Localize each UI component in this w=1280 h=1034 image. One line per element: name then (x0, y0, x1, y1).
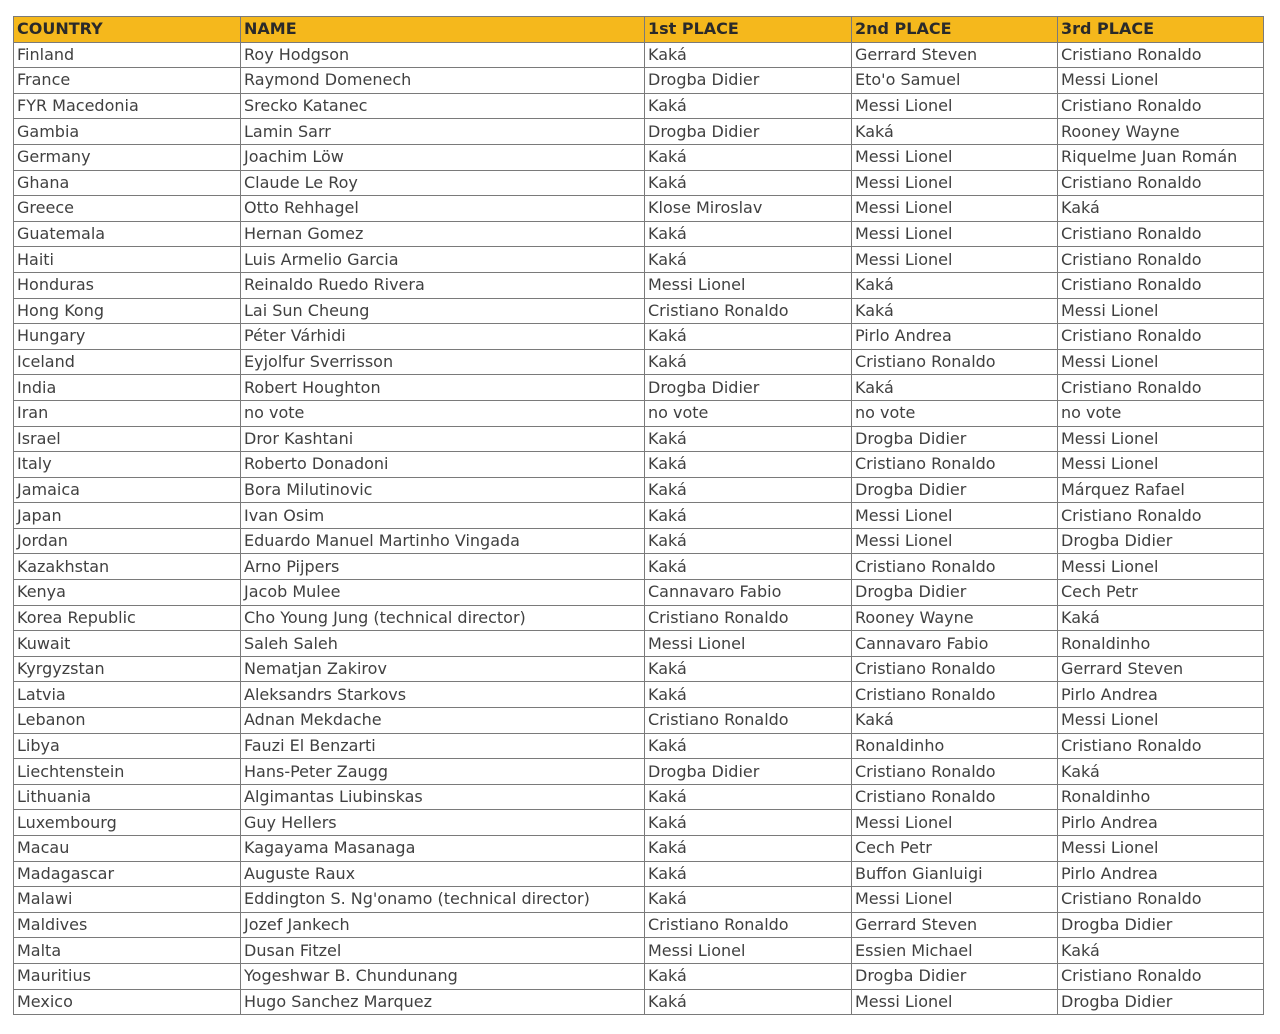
table-row (14, 528, 1264, 554)
cell-1st-place: Kaká (645, 221, 852, 247)
cell-1st-place: Kaká (645, 963, 852, 989)
cell-1st-place: Kaká (645, 887, 852, 913)
cell-1st-place: Kaká (645, 528, 852, 554)
cell-1st-place: Cristiano Ronaldo (645, 298, 852, 324)
cell-country: FYR Macedonia (14, 93, 241, 119)
cell-country: Malta (14, 938, 241, 964)
table-row (14, 426, 1264, 452)
cell-3rd-place: Messi Lionel (1058, 452, 1264, 478)
cell-3rd-place: Rooney Wayne (1058, 119, 1264, 145)
cell-name: Raymond Domenech (241, 68, 645, 94)
cell-3rd-place: Gerrard Steven (1058, 656, 1264, 682)
cell-2nd-place: Eto'o Samuel (852, 68, 1058, 94)
header-1st-place: 1st PLACE (645, 17, 852, 43)
cell-country: Liechtenstein (14, 759, 241, 785)
cell-3rd-place: Kaká (1058, 759, 1264, 785)
cell-country: Lithuania (14, 784, 241, 810)
cell-name: Dror Kashtani (241, 426, 645, 452)
cell-1st-place: Kaká (645, 324, 852, 350)
cell-1st-place: Kaká (645, 733, 852, 759)
cell-3rd-place: Riquelme Juan Román (1058, 144, 1264, 170)
cell-name: Bora Milutinovic (241, 477, 645, 503)
table-row (14, 375, 1264, 401)
table-row (14, 938, 1264, 964)
cell-2nd-place: Rooney Wayne (852, 605, 1058, 631)
header-name: NAME (241, 17, 645, 43)
cell-2nd-place: Drogba Didier (852, 426, 1058, 452)
cell-3rd-place: Cristiano Ronaldo (1058, 42, 1264, 68)
cell-2nd-place: Cristiano Ronaldo (852, 554, 1058, 580)
cell-name: Arno Pijpers (241, 554, 645, 580)
cell-3rd-place: Cristiano Ronaldo (1058, 324, 1264, 350)
table-row (14, 68, 1264, 94)
table-row (14, 708, 1264, 734)
table-row (14, 656, 1264, 682)
cell-3rd-place: Messi Lionel (1058, 349, 1264, 375)
cell-country: Gambia (14, 119, 241, 145)
header-3rd-place: 3rd PLACE (1058, 17, 1264, 43)
cell-country: Iceland (14, 349, 241, 375)
cell-name: Otto Rehhagel (241, 196, 645, 222)
table-row (14, 503, 1264, 529)
cell-2nd-place: Messi Lionel (852, 887, 1058, 913)
cell-1st-place: Cannavaro Fabio (645, 580, 852, 606)
table-row (14, 810, 1264, 836)
table-row (14, 784, 1264, 810)
cell-2nd-place: Messi Lionel (852, 247, 1058, 273)
cell-2nd-place: Messi Lionel (852, 196, 1058, 222)
cell-country: France (14, 68, 241, 94)
cell-country: Ghana (14, 170, 241, 196)
cell-country: Kyrgyzstan (14, 656, 241, 682)
cell-name: Reinaldo Ruedo Rivera (241, 272, 645, 298)
cell-1st-place: Kaká (645, 247, 852, 273)
table-row (14, 93, 1264, 119)
table-row (14, 400, 1264, 426)
cell-1st-place: Kaká (645, 836, 852, 862)
table-row (14, 349, 1264, 375)
cell-2nd-place: Cristiano Ronaldo (852, 656, 1058, 682)
cell-2nd-place: Messi Lionel (852, 93, 1058, 119)
cell-2nd-place: Cristiano Ronaldo (852, 452, 1058, 478)
header-2nd-place: 2nd PLACE (852, 17, 1058, 43)
cell-3rd-place: Ronaldinho (1058, 631, 1264, 657)
table-row (14, 298, 1264, 324)
cell-2nd-place: Messi Lionel (852, 170, 1058, 196)
cell-1st-place: Drogba Didier (645, 68, 852, 94)
cell-2nd-place: Drogba Didier (852, 580, 1058, 606)
cell-3rd-place: Drogba Didier (1058, 528, 1264, 554)
cell-2nd-place: Messi Lionel (852, 503, 1058, 529)
table-row (14, 170, 1264, 196)
cell-country: Malawi (14, 887, 241, 913)
cell-country: Latvia (14, 682, 241, 708)
table-row (14, 989, 1264, 1015)
cell-2nd-place: Essien Michael (852, 938, 1058, 964)
cell-1st-place: Cristiano Ronaldo (645, 912, 852, 938)
cell-1st-place: Kaká (645, 452, 852, 478)
cell-1st-place: Klose Miroslav (645, 196, 852, 222)
cell-name: Adnan Mekdache (241, 708, 645, 734)
cell-name: Eyjolfur Sverrisson (241, 349, 645, 375)
cell-3rd-place: Cristiano Ronaldo (1058, 247, 1264, 273)
cell-2nd-place: Gerrard Steven (852, 42, 1058, 68)
cell-name: Saleh Saleh (241, 631, 645, 657)
table-row (14, 42, 1264, 68)
cell-3rd-place: Messi Lionel (1058, 298, 1264, 324)
cell-country: Mexico (14, 989, 241, 1015)
cell-name: Srecko Katanec (241, 93, 645, 119)
cell-country: Haiti (14, 247, 241, 273)
cell-1st-place: Messi Lionel (645, 631, 852, 657)
cell-country: Korea Republic (14, 605, 241, 631)
cell-3rd-place: Márquez Rafael (1058, 477, 1264, 503)
vote-table (13, 16, 1264, 1015)
cell-1st-place: Kaká (645, 93, 852, 119)
cell-2nd-place: Buffon Gianluigi (852, 861, 1058, 887)
cell-1st-place: Kaká (645, 810, 852, 836)
cell-2nd-place: Cristiano Ronaldo (852, 682, 1058, 708)
cell-3rd-place: Cristiano Ronaldo (1058, 887, 1264, 913)
table-row (14, 861, 1264, 887)
cell-1st-place: Kaká (645, 682, 852, 708)
cell-1st-place: Kaká (645, 861, 852, 887)
cell-country: Kenya (14, 580, 241, 606)
cell-3rd-place: Messi Lionel (1058, 68, 1264, 94)
cell-2nd-place: Kaká (852, 298, 1058, 324)
cell-name: Guy Hellers (241, 810, 645, 836)
cell-name: Lai Sun Cheung (241, 298, 645, 324)
cell-name: no vote (241, 400, 645, 426)
cell-3rd-place: Cech Petr (1058, 580, 1264, 606)
cell-3rd-place: no vote (1058, 400, 1264, 426)
cell-country: Lebanon (14, 708, 241, 734)
cell-name: Nematjan Zakirov (241, 656, 645, 682)
cell-3rd-place: Cristiano Ronaldo (1058, 963, 1264, 989)
table-row (14, 733, 1264, 759)
table-row (14, 554, 1264, 580)
cell-3rd-place: Drogba Didier (1058, 989, 1264, 1015)
cell-3rd-place: Messi Lionel (1058, 836, 1264, 862)
cell-3rd-place: Ronaldinho (1058, 784, 1264, 810)
cell-3rd-place: Cristiano Ronaldo (1058, 221, 1264, 247)
cell-3rd-place: Messi Lionel (1058, 554, 1264, 580)
table-row (14, 247, 1264, 273)
table-row (14, 605, 1264, 631)
cell-name: Jacob Mulee (241, 580, 645, 606)
cell-1st-place: Kaká (645, 349, 852, 375)
cell-1st-place: Kaká (645, 784, 852, 810)
cell-name: Roberto Donadoni (241, 452, 645, 478)
cell-name: Auguste Raux (241, 861, 645, 887)
cell-country: India (14, 375, 241, 401)
table-row (14, 324, 1264, 350)
cell-2nd-place: Cristiano Ronaldo (852, 759, 1058, 785)
table-row (14, 477, 1264, 503)
cell-3rd-place: Cristiano Ronaldo (1058, 170, 1264, 196)
cell-3rd-place: Pirlo Andrea (1058, 810, 1264, 836)
cell-1st-place: Kaká (645, 170, 852, 196)
cell-name: Hernan Gomez (241, 221, 645, 247)
cell-1st-place: Messi Lionel (645, 272, 852, 298)
cell-2nd-place: Cristiano Ronaldo (852, 349, 1058, 375)
cell-name: Eduardo Manuel Martinho Vingada (241, 528, 645, 554)
cell-country: Germany (14, 144, 241, 170)
cell-country: Luxembourg (14, 810, 241, 836)
cell-2nd-place: Messi Lionel (852, 528, 1058, 554)
cell-2nd-place: Messi Lionel (852, 221, 1058, 247)
cell-country: Greece (14, 196, 241, 222)
header-row (14, 17, 1264, 43)
cell-2nd-place: Pirlo Andrea (852, 324, 1058, 350)
cell-name: Joachim Löw (241, 144, 645, 170)
cell-name: Eddington S. Ng'onamo (technical director) (241, 887, 645, 913)
cell-name: Aleksandrs Starkovs (241, 682, 645, 708)
cell-2nd-place: Kaká (852, 708, 1058, 734)
cell-country: Jamaica (14, 477, 241, 503)
cell-name: Hans-Peter Zaugg (241, 759, 645, 785)
cell-2nd-place: Drogba Didier (852, 963, 1058, 989)
cell-3rd-place: Messi Lionel (1058, 426, 1264, 452)
cell-country: Italy (14, 452, 241, 478)
cell-country: Guatemala (14, 221, 241, 247)
table-row (14, 144, 1264, 170)
cell-1st-place: Cristiano Ronaldo (645, 708, 852, 734)
cell-country: Mauritius (14, 963, 241, 989)
cell-country: Macau (14, 836, 241, 862)
table-row (14, 119, 1264, 145)
cell-2nd-place: Cannavaro Fabio (852, 631, 1058, 657)
cell-2nd-place: Ronaldinho (852, 733, 1058, 759)
cell-3rd-place: Cristiano Ronaldo (1058, 93, 1264, 119)
cell-1st-place: Messi Lionel (645, 938, 852, 964)
table-row (14, 963, 1264, 989)
cell-1st-place: Kaká (645, 477, 852, 503)
cell-2nd-place: Messi Lionel (852, 144, 1058, 170)
cell-1st-place: Drogba Didier (645, 759, 852, 785)
cell-country: Iran (14, 400, 241, 426)
cell-1st-place: Kaká (645, 656, 852, 682)
cell-name: Hugo Sanchez Marquez (241, 989, 645, 1015)
table-row (14, 631, 1264, 657)
cell-3rd-place: Kaká (1058, 938, 1264, 964)
cell-2nd-place: Drogba Didier (852, 477, 1058, 503)
cell-country: Japan (14, 503, 241, 529)
cell-country: Hong Kong (14, 298, 241, 324)
cell-country: Kuwait (14, 631, 241, 657)
cell-1st-place: Drogba Didier (645, 119, 852, 145)
cell-3rd-place: Pirlo Andrea (1058, 682, 1264, 708)
table-row (14, 580, 1264, 606)
cell-3rd-place: Cristiano Ronaldo (1058, 503, 1264, 529)
cell-2nd-place: Messi Lionel (852, 810, 1058, 836)
table-row (14, 452, 1264, 478)
cell-name: Luis Armelio Garcia (241, 247, 645, 273)
table-row (14, 196, 1264, 222)
cell-2nd-place: Kaká (852, 375, 1058, 401)
cell-country: Kazakhstan (14, 554, 241, 580)
cell-country: Madagascar (14, 861, 241, 887)
cell-name: Dusan Fitzel (241, 938, 645, 964)
cell-1st-place: Drogba Didier (645, 375, 852, 401)
table-row (14, 682, 1264, 708)
cell-country: Honduras (14, 272, 241, 298)
table-row (14, 887, 1264, 913)
cell-1st-place: Kaká (645, 144, 852, 170)
cell-name: Kagayama Masanaga (241, 836, 645, 862)
table-row (14, 912, 1264, 938)
cell-1st-place: Kaká (645, 989, 852, 1015)
cell-country: Hungary (14, 324, 241, 350)
cell-1st-place: no vote (645, 400, 852, 426)
cell-1st-place: Kaká (645, 426, 852, 452)
cell-2nd-place: Messi Lionel (852, 989, 1058, 1015)
cell-name: Algimantas Liubinskas (241, 784, 645, 810)
cell-name: Fauzi El Benzarti (241, 733, 645, 759)
cell-3rd-place: Pirlo Andrea (1058, 861, 1264, 887)
cell-3rd-place: Cristiano Ronaldo (1058, 375, 1264, 401)
cell-name: Claude Le Roy (241, 170, 645, 196)
cell-3rd-place: Cristiano Ronaldo (1058, 733, 1264, 759)
cell-name: Yogeshwar B. Chundunang (241, 963, 645, 989)
cell-2nd-place: no vote (852, 400, 1058, 426)
cell-2nd-place: Kaká (852, 272, 1058, 298)
cell-name: Péter Várhidi (241, 324, 645, 350)
cell-name: Cho Young Jung (technical director) (241, 605, 645, 631)
cell-3rd-place: Kaká (1058, 605, 1264, 631)
cell-name: Robert Houghton (241, 375, 645, 401)
cell-country: Libya (14, 733, 241, 759)
cell-1st-place: Cristiano Ronaldo (645, 605, 852, 631)
cell-3rd-place: Messi Lionel (1058, 708, 1264, 734)
cell-1st-place: Kaká (645, 554, 852, 580)
cell-country: Jordan (14, 528, 241, 554)
header-country: COUNTRY (14, 17, 241, 43)
cell-country: Finland (14, 42, 241, 68)
cell-3rd-place: Drogba Didier (1058, 912, 1264, 938)
cell-3rd-place: Cristiano Ronaldo (1058, 272, 1264, 298)
table-row (14, 272, 1264, 298)
table-row (14, 759, 1264, 785)
cell-country: Israel (14, 426, 241, 452)
table-row (14, 836, 1264, 862)
table-row (14, 221, 1264, 247)
cell-1st-place: Kaká (645, 503, 852, 529)
cell-3rd-place: Kaká (1058, 196, 1264, 222)
cell-2nd-place: Cech Petr (852, 836, 1058, 862)
table-body (14, 42, 1264, 1015)
cell-2nd-place: Cristiano Ronaldo (852, 784, 1058, 810)
table-header (14, 17, 1264, 43)
cell-2nd-place: Kaká (852, 119, 1058, 145)
cell-name: Lamin Sarr (241, 119, 645, 145)
cell-2nd-place: Gerrard Steven (852, 912, 1058, 938)
cell-country: Maldives (14, 912, 241, 938)
cell-name: Roy Hodgson (241, 42, 645, 68)
cell-name: Ivan Osim (241, 503, 645, 529)
cell-name: Jozef Jankech (241, 912, 645, 938)
cell-1st-place: Kaká (645, 42, 852, 68)
